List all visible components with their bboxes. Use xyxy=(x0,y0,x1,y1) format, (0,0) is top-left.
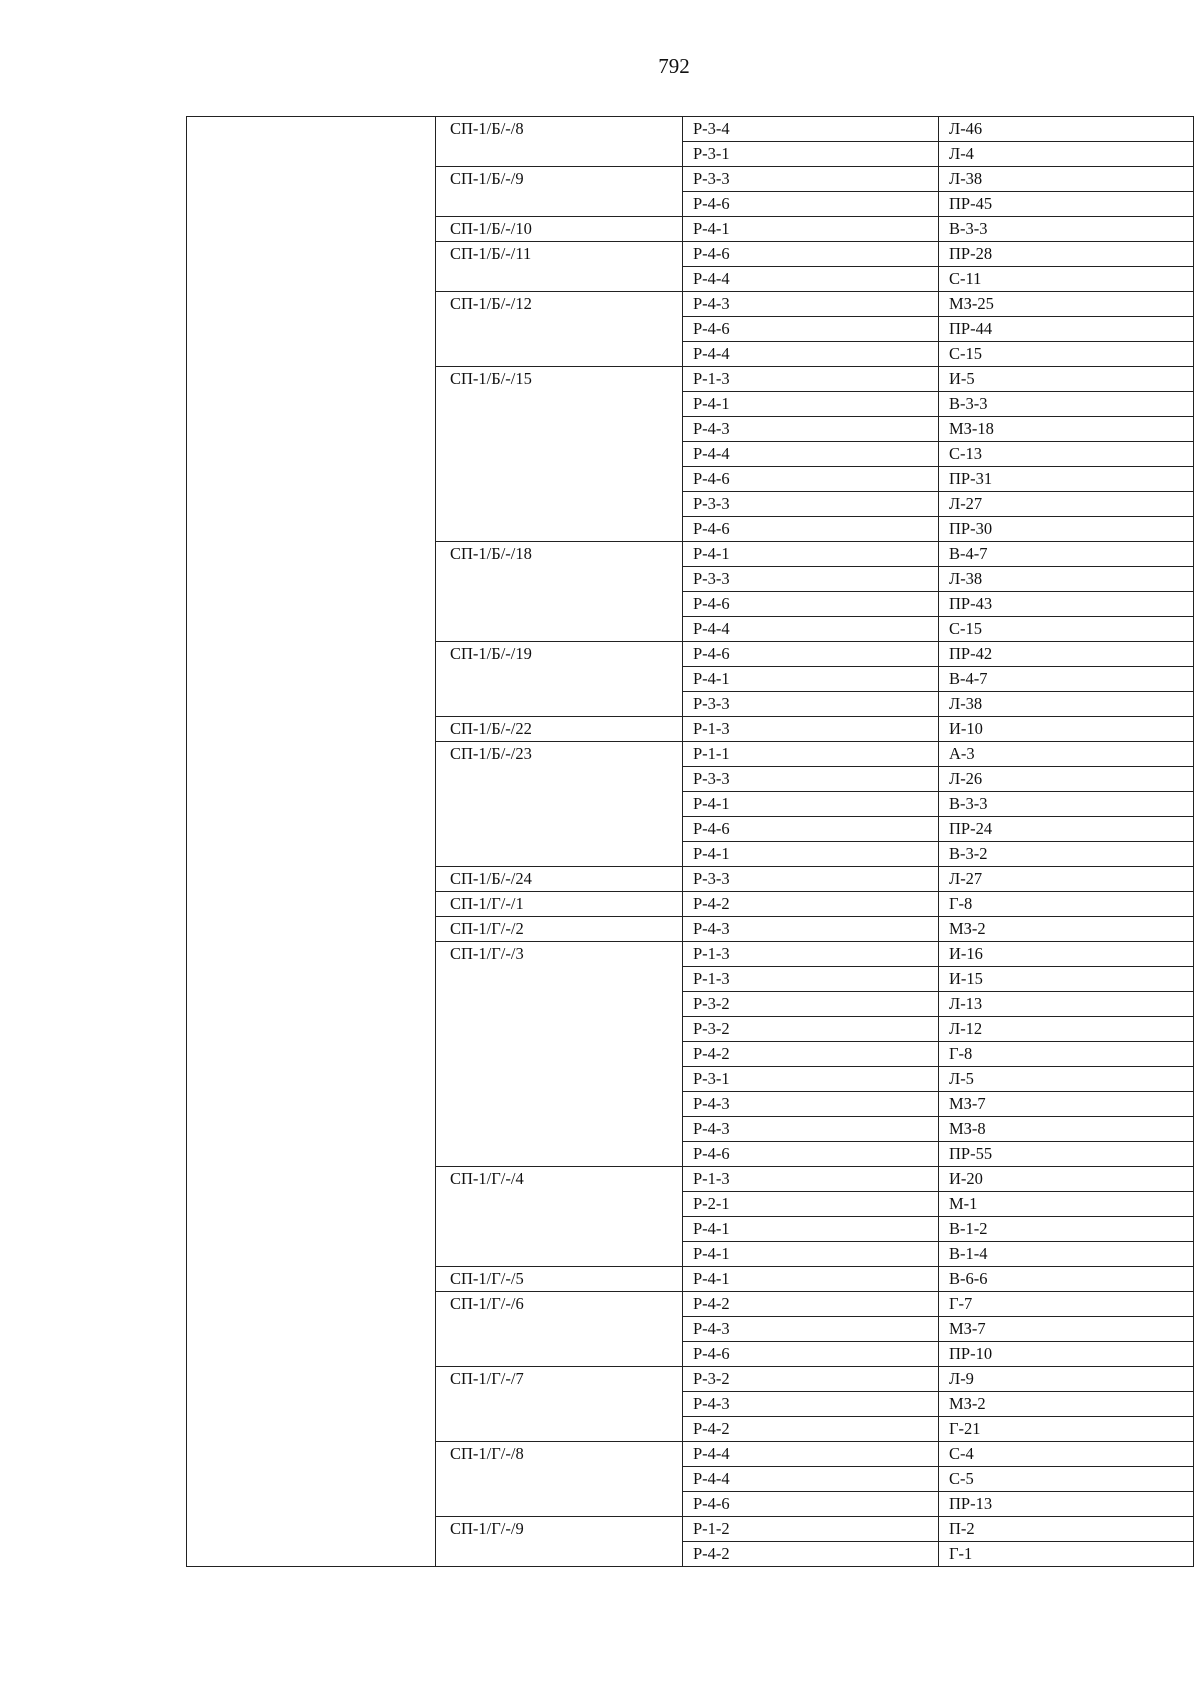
reference-cell: Р-4-6 xyxy=(683,1492,939,1517)
reference-cell: Р-4-4 xyxy=(683,442,939,467)
reference-cell: Р-3-3 xyxy=(683,767,939,792)
linked-item-cell: В-3-3 xyxy=(939,217,1194,242)
reference-cell: Р-1-2 xyxy=(683,1517,939,1542)
linked-item-cell: В-3-3 xyxy=(939,392,1194,417)
linked-item-cell: ПР-55 xyxy=(939,1142,1194,1167)
linked-item-cell: ПР-45 xyxy=(939,192,1194,217)
reference-cell: Р-4-6 xyxy=(683,517,939,542)
linked-item-cell: В-4-7 xyxy=(939,667,1194,692)
group-code-cell: СП-1/Г/-/8 xyxy=(436,1442,683,1517)
linked-item-cell: Л-13 xyxy=(939,992,1194,1017)
reference-cell: Р-3-1 xyxy=(683,142,939,167)
linked-item-cell: С-15 xyxy=(939,617,1194,642)
reference-cell: Р-4-2 xyxy=(683,1292,939,1317)
linked-item-cell: И-10 xyxy=(939,717,1194,742)
linked-item-cell: МЗ-7 xyxy=(939,1317,1194,1342)
reference-cell: Р-4-6 xyxy=(683,642,939,667)
reference-cell: Р-4-3 xyxy=(683,1392,939,1417)
reference-cell: Р-4-6 xyxy=(683,592,939,617)
group-code-cell: СП-1/Б/-/19 xyxy=(436,642,683,717)
group-code-cell: СП-1/Г/-/6 xyxy=(436,1292,683,1367)
reference-cell: Р-4-6 xyxy=(683,317,939,342)
reference-cell: Р-4-1 xyxy=(683,792,939,817)
reference-cell: Р-4-1 xyxy=(683,542,939,567)
linked-item-cell: В-4-7 xyxy=(939,542,1194,567)
linked-item-cell: Л-26 xyxy=(939,767,1194,792)
reference-cell: Р-4-2 xyxy=(683,892,939,917)
reference-cell: Р-1-3 xyxy=(683,942,939,967)
reference-cell: Р-4-2 xyxy=(683,1417,939,1442)
linked-item-cell: ПР-13 xyxy=(939,1492,1194,1517)
table-body xyxy=(187,117,1194,1567)
linked-item-cell: Г-1 xyxy=(939,1542,1194,1567)
linked-item-cell: В-3-2 xyxy=(939,842,1194,867)
group-code-cell: СП-1/Г/-/2 xyxy=(436,917,683,942)
group-code-cell: СП-1/Г/-/7 xyxy=(436,1367,683,1442)
linked-item-cell: Л-27 xyxy=(939,867,1194,892)
group-code-cell: СП-1/Б/-/18 xyxy=(436,542,683,642)
reference-cell: Р-3-3 xyxy=(683,167,939,192)
linked-item-cell: Л-5 xyxy=(939,1067,1194,1092)
group-code-cell: СП-1/Б/-/24 xyxy=(436,867,683,892)
linked-item-cell: ПР-44 xyxy=(939,317,1194,342)
reference-cell: Р-4-1 xyxy=(683,217,939,242)
reference-cell: Р-1-3 xyxy=(683,967,939,992)
group-code-cell: СП-1/Г/-/3 xyxy=(436,942,683,1167)
group-code-cell: СП-1/Б/-/23 xyxy=(436,742,683,867)
linked-item-cell: МЗ-25 xyxy=(939,292,1194,317)
linked-item-cell: С-5 xyxy=(939,1467,1194,1492)
reference-cell: Р-1-3 xyxy=(683,1167,939,1192)
linked-item-cell: Г-8 xyxy=(939,1042,1194,1067)
reference-cell: Р-4-1 xyxy=(683,1267,939,1292)
reference-cell: Р-1-1 xyxy=(683,742,939,767)
group-code-cell: СП-1/Г/-/9 xyxy=(436,1517,683,1567)
group-code-cell: СП-1/Б/-/10 xyxy=(436,217,683,242)
linked-item-cell: Г-8 xyxy=(939,892,1194,917)
reference-cell: Р-4-4 xyxy=(683,267,939,292)
table-row xyxy=(187,117,1194,142)
reference-cell: Р-4-1 xyxy=(683,1217,939,1242)
reference-cell: Р-4-4 xyxy=(683,1467,939,1492)
empty-left-column xyxy=(187,117,436,1567)
linked-item-cell: В-6-6 xyxy=(939,1267,1194,1292)
linked-item-cell: М-1 xyxy=(939,1192,1194,1217)
linked-item-cell: МЗ-18 xyxy=(939,417,1194,442)
group-code-cell: СП-1/Б/-/12 xyxy=(436,292,683,367)
linked-item-cell: МЗ-2 xyxy=(939,1392,1194,1417)
reference-cell: Р-1-3 xyxy=(683,367,939,392)
reference-cell: Р-2-1 xyxy=(683,1192,939,1217)
linked-item-cell: ПР-10 xyxy=(939,1342,1194,1367)
linked-item-cell: П-2 xyxy=(939,1517,1194,1542)
reference-cell: Р-4-6 xyxy=(683,1342,939,1367)
group-code-cell: СП-1/Б/-/11 xyxy=(436,242,683,292)
linked-item-cell: Л-27 xyxy=(939,492,1194,517)
linked-item-cell: А-3 xyxy=(939,742,1194,767)
linked-item-cell: ПР-43 xyxy=(939,592,1194,617)
reference-cell: Р-3-3 xyxy=(683,492,939,517)
linked-item-cell: И-16 xyxy=(939,942,1194,967)
reference-cell: Р-4-1 xyxy=(683,1242,939,1267)
reference-cell: Р-3-3 xyxy=(683,567,939,592)
reference-cell: Р-3-4 xyxy=(683,117,939,142)
reference-cell: Р-4-3 xyxy=(683,417,939,442)
linked-item-cell: ПР-24 xyxy=(939,817,1194,842)
linked-item-cell: Л-9 xyxy=(939,1367,1194,1392)
reference-cell: Р-1-3 xyxy=(683,717,939,742)
linked-item-cell: И-20 xyxy=(939,1167,1194,1192)
reference-cell: Р-3-3 xyxy=(683,867,939,892)
data-table xyxy=(186,116,1194,1567)
page-number: 792 xyxy=(658,54,690,78)
reference-cell: Р-3-2 xyxy=(683,992,939,1017)
linked-item-cell: МЗ-7 xyxy=(939,1092,1194,1117)
group-code-cell: СП-1/Б/-/15 xyxy=(436,367,683,542)
linked-item-cell: МЗ-8 xyxy=(939,1117,1194,1142)
group-code-cell: СП-1/Г/-/1 xyxy=(436,892,683,917)
reference-cell: Р-4-3 xyxy=(683,292,939,317)
reference-cell: Р-4-4 xyxy=(683,1442,939,1467)
linked-item-cell: Л-46 xyxy=(939,117,1194,142)
reference-cell: Р-4-3 xyxy=(683,917,939,942)
linked-item-cell: ПР-42 xyxy=(939,642,1194,667)
reference-cell: Р-4-1 xyxy=(683,842,939,867)
group-code-cell: СП-1/Б/-/22 xyxy=(436,717,683,742)
reference-cell: Р-4-1 xyxy=(683,392,939,417)
linked-item-cell: И-15 xyxy=(939,967,1194,992)
linked-item-cell: С-11 xyxy=(939,267,1194,292)
reference-cell: Р-3-2 xyxy=(683,1017,939,1042)
linked-item-cell: Л-4 xyxy=(939,142,1194,167)
linked-item-cell: ПР-30 xyxy=(939,517,1194,542)
linked-item-cell: С-13 xyxy=(939,442,1194,467)
linked-item-cell: С-4 xyxy=(939,1442,1194,1467)
group-code-cell: СП-1/Г/-/4 xyxy=(436,1167,683,1267)
reference-cell: Р-4-4 xyxy=(683,342,939,367)
reference-cell: Р-3-3 xyxy=(683,692,939,717)
linked-item-cell: В-1-2 xyxy=(939,1217,1194,1242)
linked-item-cell: Л-38 xyxy=(939,567,1194,592)
reference-cell: Р-3-2 xyxy=(683,1367,939,1392)
reference-cell: Р-4-3 xyxy=(683,1317,939,1342)
reference-cell: Р-4-3 xyxy=(683,1117,939,1142)
linked-item-cell: Л-38 xyxy=(939,167,1194,192)
reference-cell: Р-4-3 xyxy=(683,1092,939,1117)
reference-cell: Р-3-1 xyxy=(683,1067,939,1092)
linked-item-cell: ПР-28 xyxy=(939,242,1194,267)
group-code-cell: СП-1/Б/-/9 xyxy=(436,167,683,217)
linked-item-cell: ПР-31 xyxy=(939,467,1194,492)
linked-item-cell: В-3-3 xyxy=(939,792,1194,817)
linked-item-cell: Г-21 xyxy=(939,1417,1194,1442)
reference-cell: Р-4-2 xyxy=(683,1042,939,1067)
linked-item-cell: МЗ-2 xyxy=(939,917,1194,942)
linked-item-cell: Г-7 xyxy=(939,1292,1194,1317)
reference-cell: Р-4-4 xyxy=(683,617,939,642)
group-code-cell: СП-1/Г/-/5 xyxy=(436,1267,683,1292)
reference-cell: Р-4-6 xyxy=(683,1142,939,1167)
linked-item-cell: В-1-4 xyxy=(939,1242,1194,1267)
reference-cell: Р-4-6 xyxy=(683,192,939,217)
reference-cell: Р-4-2 xyxy=(683,1542,939,1567)
linked-item-cell: Л-38 xyxy=(939,692,1194,717)
reference-cell: Р-4-6 xyxy=(683,467,939,492)
reference-cell: Р-4-6 xyxy=(683,817,939,842)
linked-item-cell: И-5 xyxy=(939,367,1194,392)
linked-item-cell: Л-12 xyxy=(939,1017,1194,1042)
reference-cell: Р-4-6 xyxy=(683,242,939,267)
linked-item-cell: С-15 xyxy=(939,342,1194,367)
reference-cell: Р-4-1 xyxy=(683,667,939,692)
group-code-cell: СП-1/Б/-/8 xyxy=(436,117,683,167)
